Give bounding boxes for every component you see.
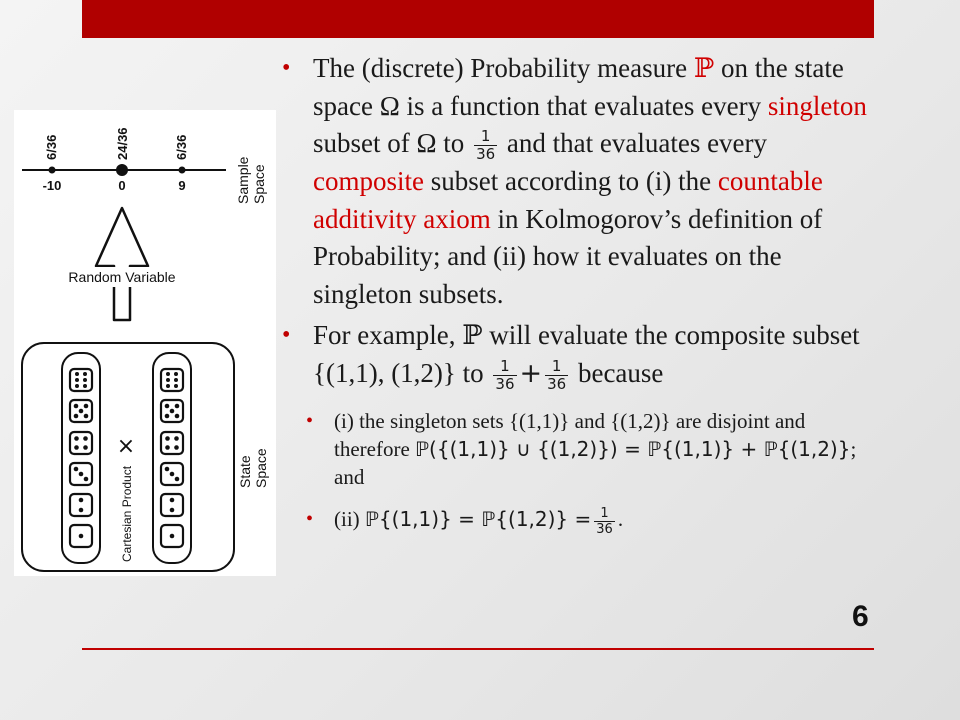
highlight-singleton: singleton <box>767 90 867 121</box>
die-column-right <box>161 369 183 547</box>
text-run: on the state space Ω is a function that evaluates every <box>313 53 844 121</box>
die-5-icon <box>70 400 92 422</box>
fraction-numerator: 1 <box>500 357 510 376</box>
value-label-3: 9 <box>178 178 186 193</box>
composite-set: {(1,1), (1,2)} <box>313 357 456 388</box>
die-1-icon <box>161 525 183 547</box>
sample-space-label-2: Space <box>251 164 267 204</box>
text-run: and that evaluates every <box>500 128 768 158</box>
die-4-icon <box>161 432 183 454</box>
cartesian-product-label: Cartesian Product <box>120 465 134 562</box>
text-run: The (discrete) Probability measure <box>313 53 694 83</box>
die-6-icon <box>161 369 183 391</box>
additivity-equation: ℙ({(1,1)} ∪ {(1,2)}) = ℙ{(1,1)} + ℙ{(1,2)} <box>415 437 851 462</box>
singleton-equation: ℙ{(1,1)} = ℙ{(1,2)} = <box>364 507 592 532</box>
slide-number: 6 <box>852 600 869 633</box>
state-space-label-2: Space <box>253 448 269 488</box>
prob-label-1: 6/36 <box>44 134 59 160</box>
die-3-icon <box>161 463 183 485</box>
die-2-icon <box>161 494 183 516</box>
fraction-denominator: 36 <box>596 521 613 537</box>
fraction-denominator: 36 <box>495 375 515 394</box>
text-run: ; and <box>334 437 857 490</box>
die-1-icon <box>70 525 92 547</box>
sample-space-label-1: Sample <box>235 156 251 204</box>
probability-figure <box>14 110 276 576</box>
die-2-icon <box>70 494 92 516</box>
text-run: For example, <box>313 320 463 351</box>
text-run: subset of Ω to <box>313 128 472 158</box>
text-run: (ii) <box>334 507 365 532</box>
slide-body <box>280 50 880 537</box>
highlight-composite: composite <box>313 166 424 197</box>
subbullet-equal-singletons <box>280 505 880 537</box>
text-run: will evaluate the composite subset <box>482 320 860 351</box>
probability-symbol: ℙ <box>462 320 483 352</box>
point-minus-10 <box>49 167 56 174</box>
die-column-left <box>70 369 92 547</box>
fraction-numerator: 1 <box>480 127 491 146</box>
die-5-icon <box>161 400 183 422</box>
random-variable-label: Random Variable <box>68 269 176 285</box>
text-run: subset according to (i) the <box>423 166 718 197</box>
fraction-1-36 <box>474 128 497 163</box>
fraction-1-36 <box>493 358 516 393</box>
plus-sign: + <box>519 357 543 389</box>
text-run: because <box>571 357 664 388</box>
fraction-numerator: 1 <box>600 505 609 521</box>
arrow-up-icon <box>96 208 148 320</box>
value-label-1: -10 <box>42 178 62 193</box>
fraction-denominator: 36 <box>547 375 567 394</box>
value-label-2: 0 <box>118 178 126 193</box>
state-space-label-1: State <box>237 455 253 488</box>
footer-rule <box>82 648 874 650</box>
prob-label-3: 6/36 <box>174 134 189 160</box>
bullet-example <box>280 317 880 393</box>
fraction-1-36 <box>545 358 568 393</box>
fraction-denominator: 36 <box>476 145 496 164</box>
fraction-1-36 <box>594 506 615 537</box>
die-3-icon <box>70 463 92 485</box>
fraction-numerator: 1 <box>551 357 562 376</box>
die-4-icon <box>70 432 92 454</box>
probability-symbol: ℙ <box>693 53 715 84</box>
subbullet-disjoint <box>280 407 880 491</box>
text-run: to <box>455 357 491 388</box>
point-0 <box>116 164 128 176</box>
bullet-probability-measure <box>280 50 880 313</box>
highlight-additivity-axiom: countable additivity axiom <box>313 166 823 234</box>
text-run: in Kolmogorov’s definition of Probability; and (ii) how it evaluates on the singleton subsets. <box>313 203 823 309</box>
die-6-icon <box>70 369 92 391</box>
text-run: . <box>617 507 624 532</box>
prob-label-2: 24/36 <box>115 127 130 160</box>
title-bar <box>82 0 874 38</box>
point-9 <box>179 167 186 174</box>
text-run: (i) the singleton sets {(1,1)} and {(1,2)} are disjoint and therefore <box>334 409 806 462</box>
cross-product-icon: × <box>116 434 136 459</box>
